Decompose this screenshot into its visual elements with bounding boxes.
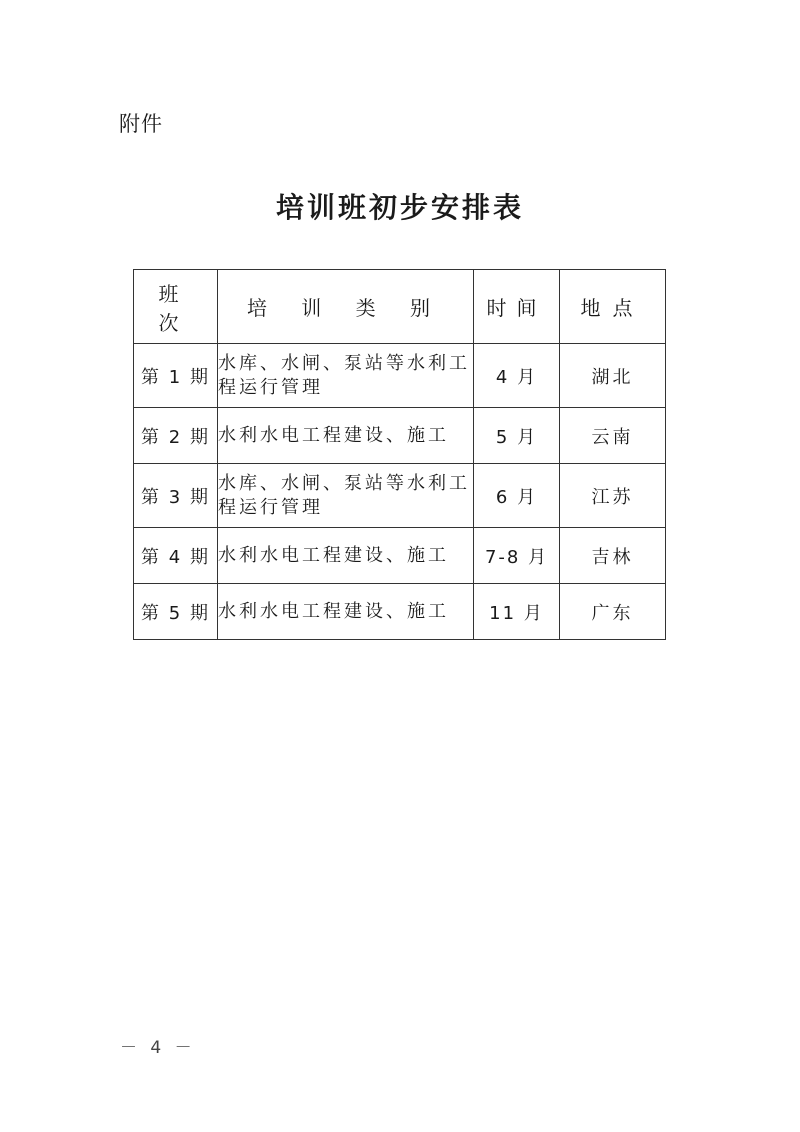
place-cell: 云南 (560, 408, 666, 464)
table-row (134, 584, 666, 640)
header-time: 时间 (474, 270, 560, 344)
page-number: － 4 － (120, 1038, 196, 1058)
table-row (134, 408, 666, 464)
table-row (134, 528, 666, 584)
place-cell: 湖北 (560, 344, 666, 408)
attachment-label: 附件 (119, 112, 163, 136)
header-session: 班 次 (134, 270, 218, 344)
time-cell: 7-8 月 (474, 528, 560, 584)
training-schedule-table (133, 269, 666, 640)
time-cell: 11 月 (474, 584, 560, 640)
category-cell: 水利水电工程建设、施工 (218, 584, 474, 640)
place-cell: 吉林 (560, 528, 666, 584)
session-cell: 第 1 期 (134, 344, 218, 408)
session-cell: 第 3 期 (134, 464, 218, 528)
category-cell: 水库、水闸、泵站等水利工程运行管理 (218, 464, 474, 528)
header-category: 培 训 类 别 (218, 270, 474, 344)
place-cell: 广东 (560, 584, 666, 640)
time-cell: 5 月 (474, 408, 560, 464)
category-cell: 水利水电工程建设、施工 (218, 528, 474, 584)
header-place: 地点 (560, 270, 666, 344)
session-cell: 第 2 期 (134, 408, 218, 464)
table-row (134, 344, 666, 408)
time-cell: 6 月 (474, 464, 560, 528)
table-header-row (134, 270, 666, 344)
session-cell: 第 4 期 (134, 528, 218, 584)
category-cell: 水库、水闸、泵站等水利工程运行管理 (218, 344, 474, 408)
category-cell: 水利水电工程建设、施工 (218, 408, 474, 464)
page-title: 培训班初步安排表 (275, 191, 524, 224)
session-cell: 第 5 期 (134, 584, 218, 640)
place-cell: 江苏 (560, 464, 666, 528)
table-row (134, 464, 666, 528)
time-cell: 4 月 (474, 344, 560, 408)
